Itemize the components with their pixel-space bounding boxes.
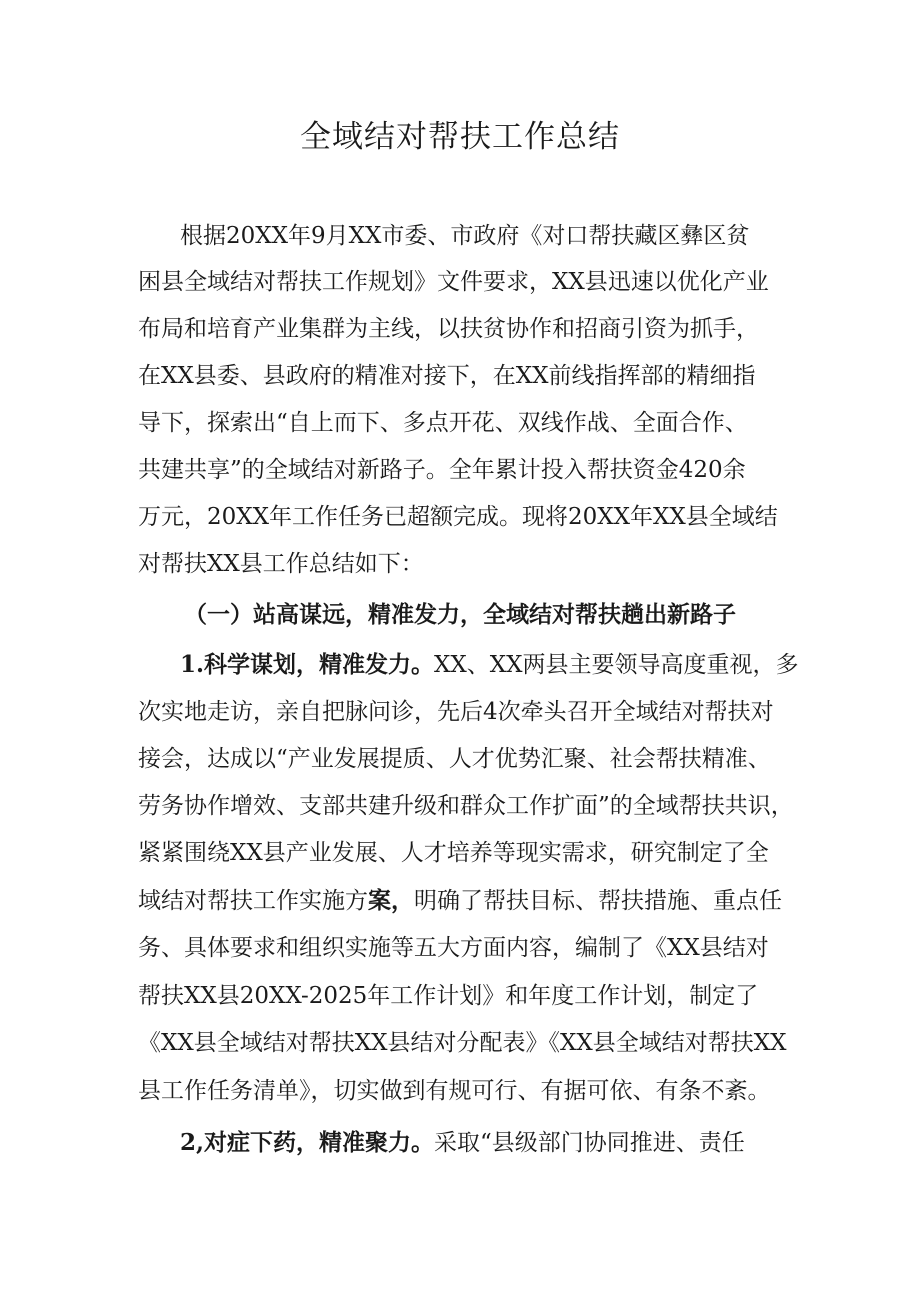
item2-line1-text: 采取“县级部门协同推进、责任 bbox=[434, 1130, 745, 1156]
item2-lead: 2,对症下药，精准聚力。 bbox=[180, 1129, 435, 1156]
item1-line6-bold: 案， bbox=[368, 887, 414, 914]
item1-line-5: 紧紧围绕XX县产业发展、人才培养等现实需求，研究制定了全 bbox=[138, 840, 769, 866]
item1-line1-text: XX、XX两县主要领导高度重视，多 bbox=[434, 652, 799, 678]
item1-lead: 1.科学谋划，精准发力。 bbox=[180, 651, 435, 678]
intro-line-8: 对帮扶XX县工作总结如下： bbox=[138, 551, 424, 577]
item1-line-3: 接会，达成以“产业发展提质、人才优势汇聚、社会帮扶精准、 bbox=[138, 746, 771, 772]
item1-line6-text-a: 域结对帮扶工作实施方 bbox=[138, 888, 368, 914]
item1-line-9: 《XX县全域结对帮扶XX县结对分配表》《XX县全域结对帮扶XX bbox=[138, 1030, 787, 1056]
intro-line-2: 困县全域结对帮扶工作规划》文件要求，XX县迅速以优化产业 bbox=[138, 269, 769, 295]
intro-line-7: 万元，20XX年工作任务已超额完成。现将20XX年XX县全域结 bbox=[138, 504, 778, 530]
item1-line-6 bbox=[138, 877, 798, 925]
item1-line-4: 劳务协作增效、支部共建升级和群众工作扩面”的全域帮扶共识， bbox=[138, 793, 794, 819]
section-heading-1: （一）站高谋远，精准发力，全域结对帮扶趟出新路子 bbox=[184, 601, 736, 628]
intro-line-3: 布局和培育产业集群为主线，以扶贫协作和招商引资为抓手， bbox=[138, 316, 759, 342]
intro-line-6: 共建共享”的全域结对新路子。全年累计投入帮扶资金420余 bbox=[138, 457, 746, 483]
intro-line-1: 根据20XX年9月XX市委、市政府《对口帮扶藏区彝区贫 bbox=[180, 223, 750, 249]
item1-line6-text-b: 明确了帮扶目标、帮扶措施、重点任 bbox=[414, 888, 782, 914]
document-title: 全域结对帮扶工作总结 bbox=[300, 119, 620, 155]
intro-line-4: 在XX县委、县政府的精准对接下，在XX前线指挥部的精细指 bbox=[138, 363, 756, 389]
item1-line-2: 次实地走访，亲自把脉问诊，先后4次牵头召开全域结对帮扶对 bbox=[138, 699, 774, 725]
item1-line-8: 帮扶XX县20XX-2025年工作计划》和年度工作计划，制定了 bbox=[138, 983, 759, 1009]
item1-line-10: 县工作任务清单》，切实做到有规可行、有据可依、有条不紊。 bbox=[138, 1078, 771, 1104]
item2-line-1 bbox=[180, 1119, 840, 1167]
item1-line-7: 务、具体要求和组织实施等五大方面内容，编制了《XX县结对 bbox=[138, 935, 769, 961]
intro-line-5: 导下，探索出“自上而下、多点开花、双线作战、全面合作、 bbox=[138, 410, 748, 436]
item1-line-1 bbox=[180, 641, 840, 689]
